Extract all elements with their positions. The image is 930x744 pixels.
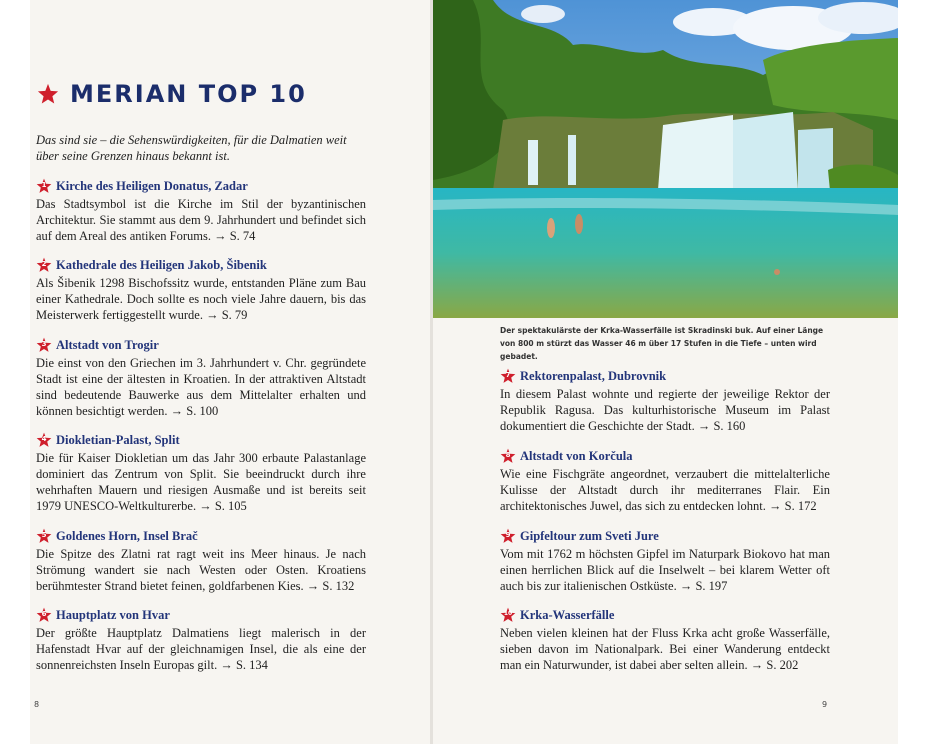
entry-text: Vom mit 1762 m höchsten Gipfel im Naturpark Biokovo hat man einen herrlichen Blick auf die Inselwelt – bei klarem Wetter oft auch bis zur italienischen Ostküste. → S. 197 xyxy=(500,547,830,593)
entry-text: Neben vielen kleinen hat der Fluss Krka acht große Wasserfälle, sieben davon im Nationalpark. Bei einer Wanderung entdeckt man ein Naturwunder, ist dabei aber selten allein. → S. 202 xyxy=(500,626,830,672)
entry-title: Altstadt von Korčula xyxy=(520,448,633,463)
entry-title: Altstadt von Trogir xyxy=(56,337,159,352)
entry-title: Hauptplatz von Hvar xyxy=(56,607,170,622)
star-badge-icon: 10 xyxy=(500,607,516,623)
entry-title: Gipfeltour zum Sveti Jure xyxy=(520,528,659,543)
top10-entry-10 xyxy=(500,607,830,673)
entry-title: Krka-Wasserfälle xyxy=(520,607,615,622)
entry-title: Rektorenpalast, Dubrovnik xyxy=(520,368,667,383)
entry-text: Die für Kaiser Diokletian um das Jahr 300 erbaute Palastanlage dominiert das Zentrum von Split. Sie beeindruckt durch ihre wehrhaften Mauern und riesigen Ausmaße und ist bereits seit 1979 UNESCO-Weltkulturerbe. → S. 105 xyxy=(36,451,366,513)
entry-title: Goldenes Horn, Insel Brač xyxy=(56,528,198,543)
star-badge-icon: 8 xyxy=(500,448,516,464)
top10-entry-9 xyxy=(500,528,830,594)
entry-text: Das Stadtsymbol ist die Kirche im Stil der byzantinischen Architektur. Sie stammt aus dem 9. Jahrhundert und befindet sich auf dem Areal des antiken Forums. → S. 74 xyxy=(36,197,366,243)
top10-entry-7 xyxy=(500,368,830,434)
star-icon xyxy=(37,83,59,105)
photo-caption: Der spektakulärste der Krka-Wasserfälle ist Skradinski buk. Auf einer Länge von 800 m stürzt das Wasser 46 m über 17 Stufen in die Tiefe – unten wird gebadet. xyxy=(500,326,824,361)
entry-title: Diokletian-Palast, Split xyxy=(56,432,180,447)
star-badge-icon: 7 xyxy=(500,368,516,384)
entry-text: Der größte Hauptplatz Dalmatiens liegt malerisch in der Hafenstadt Hvar auf der gleichnamigen Insel, die als eine der sonnenreichsten Inseln Europas gilt. → S. 134 xyxy=(36,626,366,672)
page-number-right: 9 xyxy=(822,700,828,709)
entry-text: Die einst von den Griechen im 3. Jahrhundert v. Chr. gegründete Stadt ist eine der ältesten in Kroatien. In der attraktiven Altstadt sind bedeutende Bauwerke aus dem Mittelalter erhalten und können besichtigt werden. → S. 100 xyxy=(36,356,366,418)
star-badge-icon: 2 xyxy=(36,257,52,273)
top10-entry-6 xyxy=(36,607,366,673)
star-badge-icon: 3 xyxy=(36,337,52,353)
star-badge-icon: 1 xyxy=(36,178,52,194)
star-badge-icon: 4 xyxy=(36,432,52,448)
top10-entry-8 xyxy=(500,448,830,514)
star-badge-icon: 5 xyxy=(36,528,52,544)
top10-entry-1 xyxy=(36,178,366,244)
title-row xyxy=(37,80,307,108)
entry-text: Als Šibenik 1298 Bischofssitz wurde, entstanden Pläne zum Bau einer Kathedrale. Doch sollte es noch viele Jahre dauern, bis das Meisterwerk fertiggestellt wurde. → S. 79 xyxy=(36,276,366,322)
page-number-left: 8 xyxy=(34,700,40,709)
top10-entry-5 xyxy=(36,528,366,594)
top10-entry-3 xyxy=(36,337,366,419)
entry-text: Wie eine Fischgräte angeordnet, verzaubert die mittelalterliche Kulisse der Altstadt durch ihr mediterranes Flair. Ein architektonisches Juwel, das sich zu entdecken lohnt. → S. 172 xyxy=(500,467,830,513)
entry-title: Kathedrale des Heiligen Jakob, Šibenik xyxy=(56,257,267,272)
entry-text: Die Spitze des Zlatni rat ragt weit ins Meer hinaus. Je nach Strömung wandert sie nach Westen oder Osten. Kroatiens berühmtester Strand bietet feinen, goldfarbenen Kies. → S. 132 xyxy=(36,547,366,593)
top10-entry-4 xyxy=(36,432,366,514)
star-badge-icon: 9 xyxy=(500,528,516,544)
waterfall-photo xyxy=(433,0,898,318)
top10-entry-2 xyxy=(36,257,366,323)
entry-text: In diesem Palast wohnte und regierte der jeweilige Rektor der Republik Ragusa. Das kulturhistorische Museum im Palast dokumentiert die Geschichte der Stadt. → S. 160 xyxy=(500,387,830,433)
page-title: MERIAN TOP 10 xyxy=(70,80,307,108)
star-badge-icon: 6 xyxy=(36,607,52,623)
entry-title: Kirche des Heiligen Donatus, Zadar xyxy=(56,178,248,193)
intro-text: Das sind sie – die Sehenswürdigkeiten, für die Dalmatien weit über seine Grenzen hinaus bekannt ist. xyxy=(36,133,347,163)
